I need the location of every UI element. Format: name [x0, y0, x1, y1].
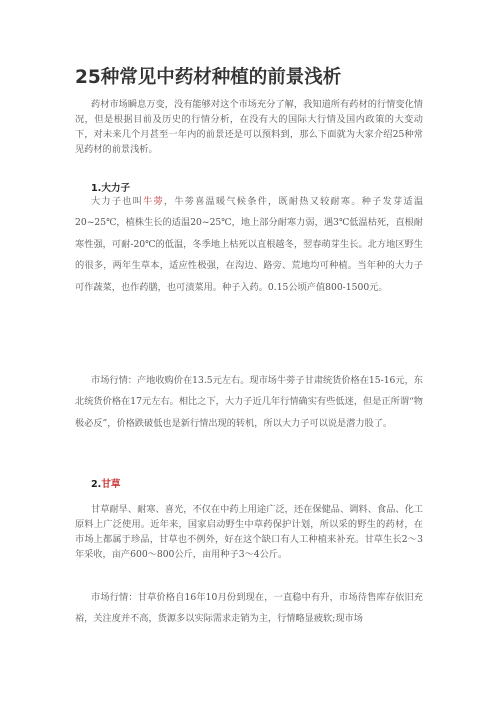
intro-text: 药材市场瞬息万变，没有能够对这个市场充分了解，我知道所有药材的行情变化情况，但是根据目前及历史的行情分析，在没有大的国际大行情及国内政策的大变动下，对未来几个月甚至一年内的前景还是可以预料到，那么下面就为大家介绍25种常见药材的前景浅析。 — [75, 99, 423, 155]
paragraph-text: 市场行情：产地收购价在13.5元左右。现市场牛蒡子甘肃统货价格在15-16元，东北统货价格在17元左右。相比之下，大力子近几年行情确实有些低迷，但是正所谓“物极必反”，价格跌破低也是新行情出现的转机，所以大力子可以说是潜力股了。 — [75, 375, 423, 429]
section-number: 1. — [91, 183, 102, 194]
section-2-market-paragraph — [75, 587, 423, 630]
section-name: 甘草 — [101, 479, 121, 490]
highlight-term: 牛蒡 — [143, 196, 164, 207]
section-1-paragraph-1 — [75, 191, 423, 298]
section-1-market-paragraph — [75, 370, 423, 434]
intro-paragraph — [75, 97, 423, 157]
paragraph-text: 甘草耐旱、耐寒、喜光，不仅在中药上用途广泛，还在保健品、调料、食品、化工原料上广泛使用。近年来，国家启动野生中草药保护计划，所以采的野生的药材，在市场上都属于珍品，甘草也不例外，好在这个缺口有人工种植来补充。甘草生长2～3年采收，亩产600～800公斤，亩用种子3～4公斤。 — [75, 504, 423, 560]
section-2-paragraph-1 — [75, 502, 423, 562]
paragraph-text: ，牛蒡喜温暖气候条件，既耐热又较耐寒。种子发芽适温20~25℃，植株生长的适温20~25℃，地上部分耐寒力弱，遇3℃低温枯死，直根耐寒性强，可耐-20℃的低温，冬季地上枯死以直根越冬，翌春萌芽生长。北方地区野生的很多，两年生草本，适应性极强，在沟边、路旁、荒地均可种植。当年种的大力子可作蔬菜，也作药膳，也可渍菜用。种子入药。0.15公顷产值800-1500元。 — [75, 196, 424, 293]
section-number: 2. — [91, 479, 102, 490]
section-name: 大力子 — [101, 183, 131, 194]
section-heading-2 — [91, 476, 121, 490]
page-title: 25种常见中药材种植的前景浅析 — [75, 67, 342, 88]
paragraph-text: 大力子也叫 — [91, 196, 144, 207]
paragraph-text: 市场行情：甘草价格自16年10月份到现在，一直稳中有升，市场待售库存依旧充裕，关注度并不高，货源多以实际需求走销为主，行情略显疲软;现市场 — [75, 592, 423, 625]
